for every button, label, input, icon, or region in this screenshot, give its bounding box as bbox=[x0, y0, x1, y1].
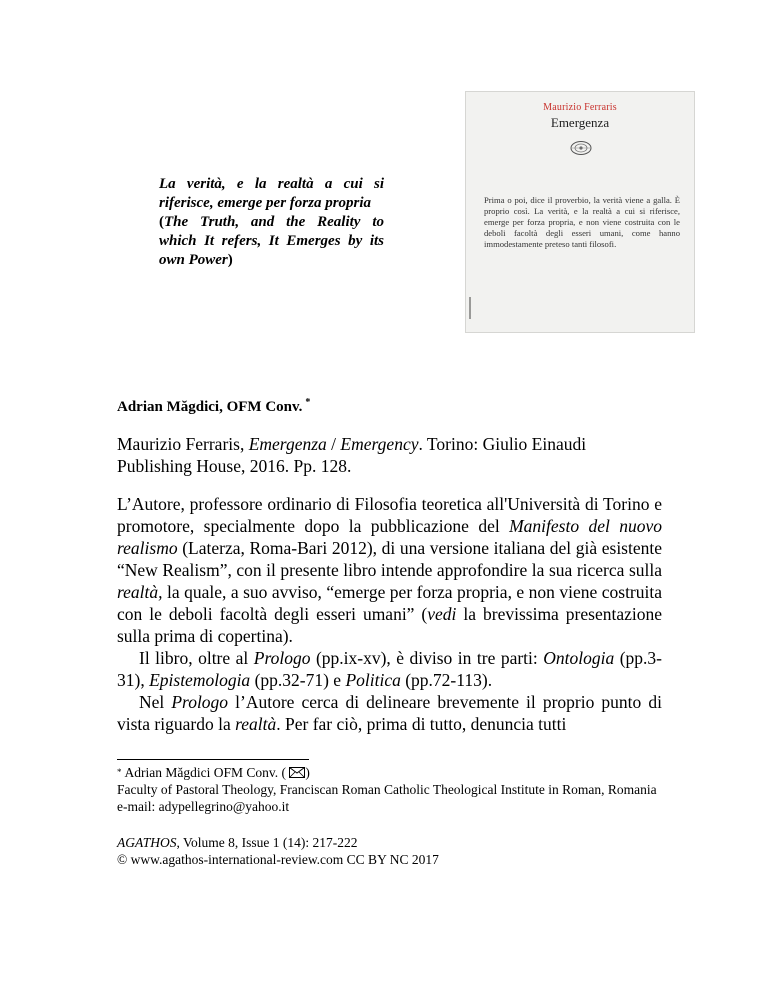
journal-issue: , Volume 8, Issue 1 (14): 217-222 bbox=[176, 835, 358, 850]
footnote-email[interactable]: e-mail: adypellegrino@yahoo.it bbox=[117, 799, 290, 814]
reference-publication: . Torino: Giulio Einaudi Publishing House, 2016. Pp. 128. bbox=[117, 434, 587, 476]
journal-issue-line bbox=[117, 834, 662, 851]
epigraph bbox=[159, 175, 384, 270]
footnote-divider bbox=[117, 759, 309, 760]
reference-title: Emergenza bbox=[248, 434, 327, 454]
epigraph-english: The Truth, and the Reality to which It refers, It Emerges by its own Power bbox=[159, 214, 384, 268]
reference-separator: / bbox=[326, 434, 341, 454]
footnote-name-close: ) bbox=[305, 765, 310, 780]
cover-edge-mark bbox=[469, 297, 471, 319]
paragraph-3: Nel Prologo l’Autore cerca di delineare brevemente il proprio punto di vista riguardo la realtà. Per far ciò, prima di tutto, denuncia tutti bbox=[117, 692, 662, 734]
epigraph-open-paren: ( bbox=[159, 214, 164, 230]
cover-blurb: Prima o poi, dice il proverbio, la verità viene a galla. È proprio così. La verità, e la realtà a cui si riferisce, emerge per forza propria, e non viene costruita con le deboli facoltà degli esseri umani, come hanno immodestamente preteso tanti filosofi. bbox=[484, 195, 680, 249]
epigraph-italian: La verità, e la realtà a cui si riferisce, emerge per forza propria bbox=[159, 176, 384, 211]
footnote-name-line bbox=[117, 764, 662, 781]
review-author bbox=[117, 397, 310, 416]
reference-title-english: Emergency bbox=[340, 434, 419, 454]
footnote bbox=[117, 764, 662, 815]
cover-title: Emergenza bbox=[550, 115, 610, 130]
footnote-affiliation: Faculty of Pastoral Theology, Franciscan Roman Catholic Theological Institute in Roman, Romania bbox=[117, 782, 657, 797]
footnote-name: Adrian Măgdici OFM Conv. ( bbox=[124, 765, 290, 780]
cover-author: Maurizio Ferraris bbox=[543, 102, 617, 113]
journal-license[interactable]: © www.agathos-international-review.com CC BY NC 2017 bbox=[117, 852, 439, 867]
paragraph-2: Il libro, oltre al Prologo (pp.ix-xv), è diviso in tre parti: Ontologia (pp.3-31), Epistemologia (pp.32-71) e Politica (pp.72-113). bbox=[117, 648, 662, 690]
journal-name: AGATHOS bbox=[117, 835, 177, 850]
book-cover bbox=[465, 91, 695, 333]
paragraph-1: L’Autore, professore ordinario di Filosofia teoretica all'Università di Torino e promotore, specialmente dopo la pubblicazione del Manifesto del nuovo realismo (Laterza, Roma-Bari 2012), di una versione italiana del già esistente “New Realism”, con il presente libro intende approfondire la sua ricerca sulla realtà, la quale, a suo avviso, “emerge per forza propria, e non viene costruita con le deboli facoltà degli esseri umani” (vedi la brevissima presentazione sulla prima di copertina). bbox=[117, 494, 663, 646]
publisher-ornament-icon bbox=[569, 139, 593, 157]
book-reference bbox=[117, 433, 662, 477]
review-body bbox=[117, 493, 662, 735]
footnote-reference-mark[interactable]: * bbox=[305, 397, 311, 408]
review-author-name: Adrian Măgdici, OFM Conv. bbox=[117, 399, 303, 415]
reference-author: Maurizio Ferraris, bbox=[117, 434, 249, 454]
epigraph-close-paren: ) bbox=[227, 252, 233, 268]
footnote-mark: * bbox=[117, 767, 122, 777]
journal-info bbox=[117, 834, 662, 868]
envelope-icon bbox=[289, 767, 305, 778]
